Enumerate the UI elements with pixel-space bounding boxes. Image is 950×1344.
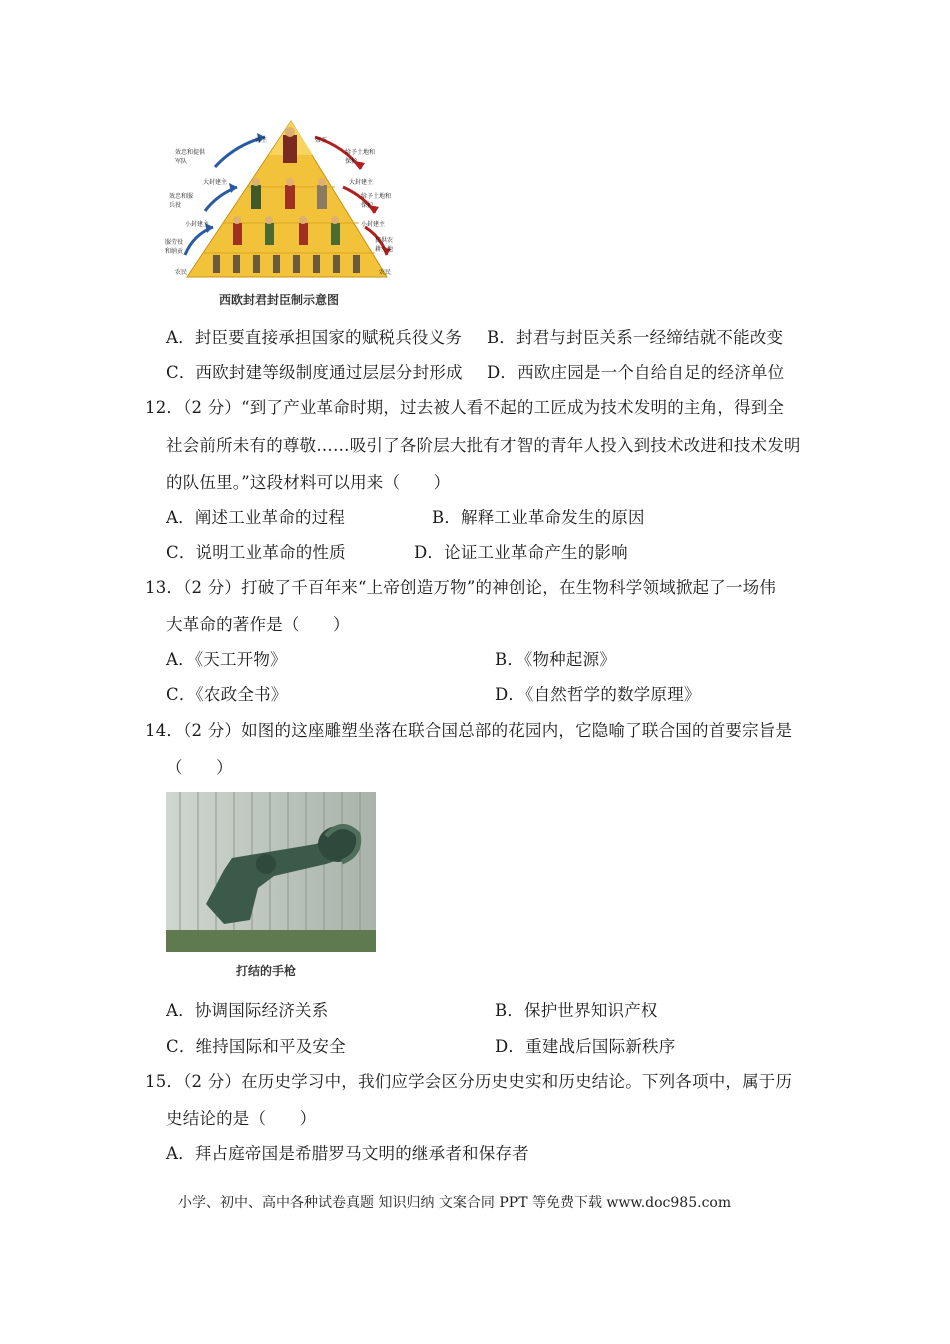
q14-option-a: A．协调国际经济关系	[166, 1001, 329, 1020]
q12-option-a: A．阐述工业革命的过程	[166, 508, 346, 527]
q13-option-b: B．《物种起源》	[495, 650, 616, 669]
q15-stem-line1: 15．（2 分）在历史学习中，我们应学会区分历史史实和历史结论。下列各项中，属于历	[145, 1072, 793, 1091]
figure-caption: 打结的手枪	[236, 964, 297, 978]
q14-option-c: C．维持国际和平及安全	[166, 1037, 346, 1056]
q13-option-d: D．《自然哲学的数学原理》	[495, 685, 701, 704]
label-left1: 效忠和提供军队	[175, 149, 206, 165]
q14-option-d: D．重建战后国际新秩序	[495, 1037, 676, 1056]
knotted-gun-photo	[166, 792, 376, 952]
label-low-right: 小封建主	[361, 221, 386, 228]
q11-option-a: A．封臣要直接承担国家的赋税兵役义务	[166, 328, 463, 347]
q13-option-a: A．《天工开物》	[166, 650, 287, 669]
q11-option-b: B．封君与封臣关系一经缔结就不能改变	[487, 328, 784, 347]
label-right1: 给予土地和保护	[345, 149, 376, 165]
q11-option-c: C．西欧封建等级制度通过层层分封形成	[166, 363, 463, 382]
q12-stem-line1: 12．（2 分）“到了产业革命时期，过去被人看不起的工匠成为技术发明的主角，得到全	[145, 398, 785, 417]
label-left2: 效忠和服兵役	[169, 193, 194, 209]
q11-option-d: D．西欧庄园是一个自给自足的经济单位	[487, 363, 785, 382]
label-mid-right: 大封建主	[349, 179, 374, 186]
q12-option-c: C．说明工业革命的性质	[166, 543, 346, 562]
label-left3: 服劳役和纳贡	[165, 239, 184, 255]
q12-option-b: B．解释工业革命发生的原因	[432, 508, 645, 527]
q15-option-a: A．拜占庭帝国是希腊罗马文明的继承者和保存者	[166, 1144, 529, 1163]
label-mid-left: 大封建主	[203, 179, 228, 186]
label-bottom-right: 农民	[379, 269, 392, 276]
page-footer: 小学、初中、高中各种试卷真题 知识归纳 文案合同 PPT 等免费下载 www.doc985.com	[178, 1195, 732, 1211]
q14-stem-line2: （ ）	[166, 758, 233, 777]
label-top-right: 帝王	[315, 137, 328, 144]
label-bottom-left: 农民	[175, 269, 188, 276]
q12-stem-line3: 的队伍里。”这段材料可以用来（ ）	[166, 473, 451, 492]
label-top: 帝王	[255, 137, 268, 144]
figure-caption: 西欧封君封臣制示意图	[219, 293, 340, 307]
q12-stem-line2: 社会前所未有的尊敬……吸引了各阶层大批有才智的青年人投入到技术改进和技术发明	[166, 436, 801, 455]
q12-option-d: D．论证工业革命产生的影响	[414, 543, 628, 562]
label-right3: 提供农耕土地	[375, 237, 394, 253]
label-low-left: 小封建主	[185, 221, 210, 228]
label-right2: 给予土地和保护	[361, 193, 392, 209]
q13-stem-line1: 13．（2 分）打破了千百年来“上帝创造万物”的神创论，在生物科学领域掀起了一场伟	[145, 578, 777, 597]
q13-stem-line2: 大革命的著作是（ ）	[166, 615, 350, 634]
feudal-pyramid-illustration	[165, 115, 395, 310]
q15-stem-line2: 史结论的是（ ）	[166, 1109, 317, 1128]
q14-option-b: B．保护世界知识产权	[495, 1001, 658, 1020]
q14-stem-line1: 14．（2 分）如图的这座雕塑坐落在联合国总部的花园内，它隐喻了联合国的首要宗旨是	[145, 721, 793, 740]
q13-option-c: C．《农政全书》	[166, 685, 288, 704]
feudal-pyramid-figure	[165, 115, 395, 310]
knotted-gun-figure	[166, 792, 376, 982]
